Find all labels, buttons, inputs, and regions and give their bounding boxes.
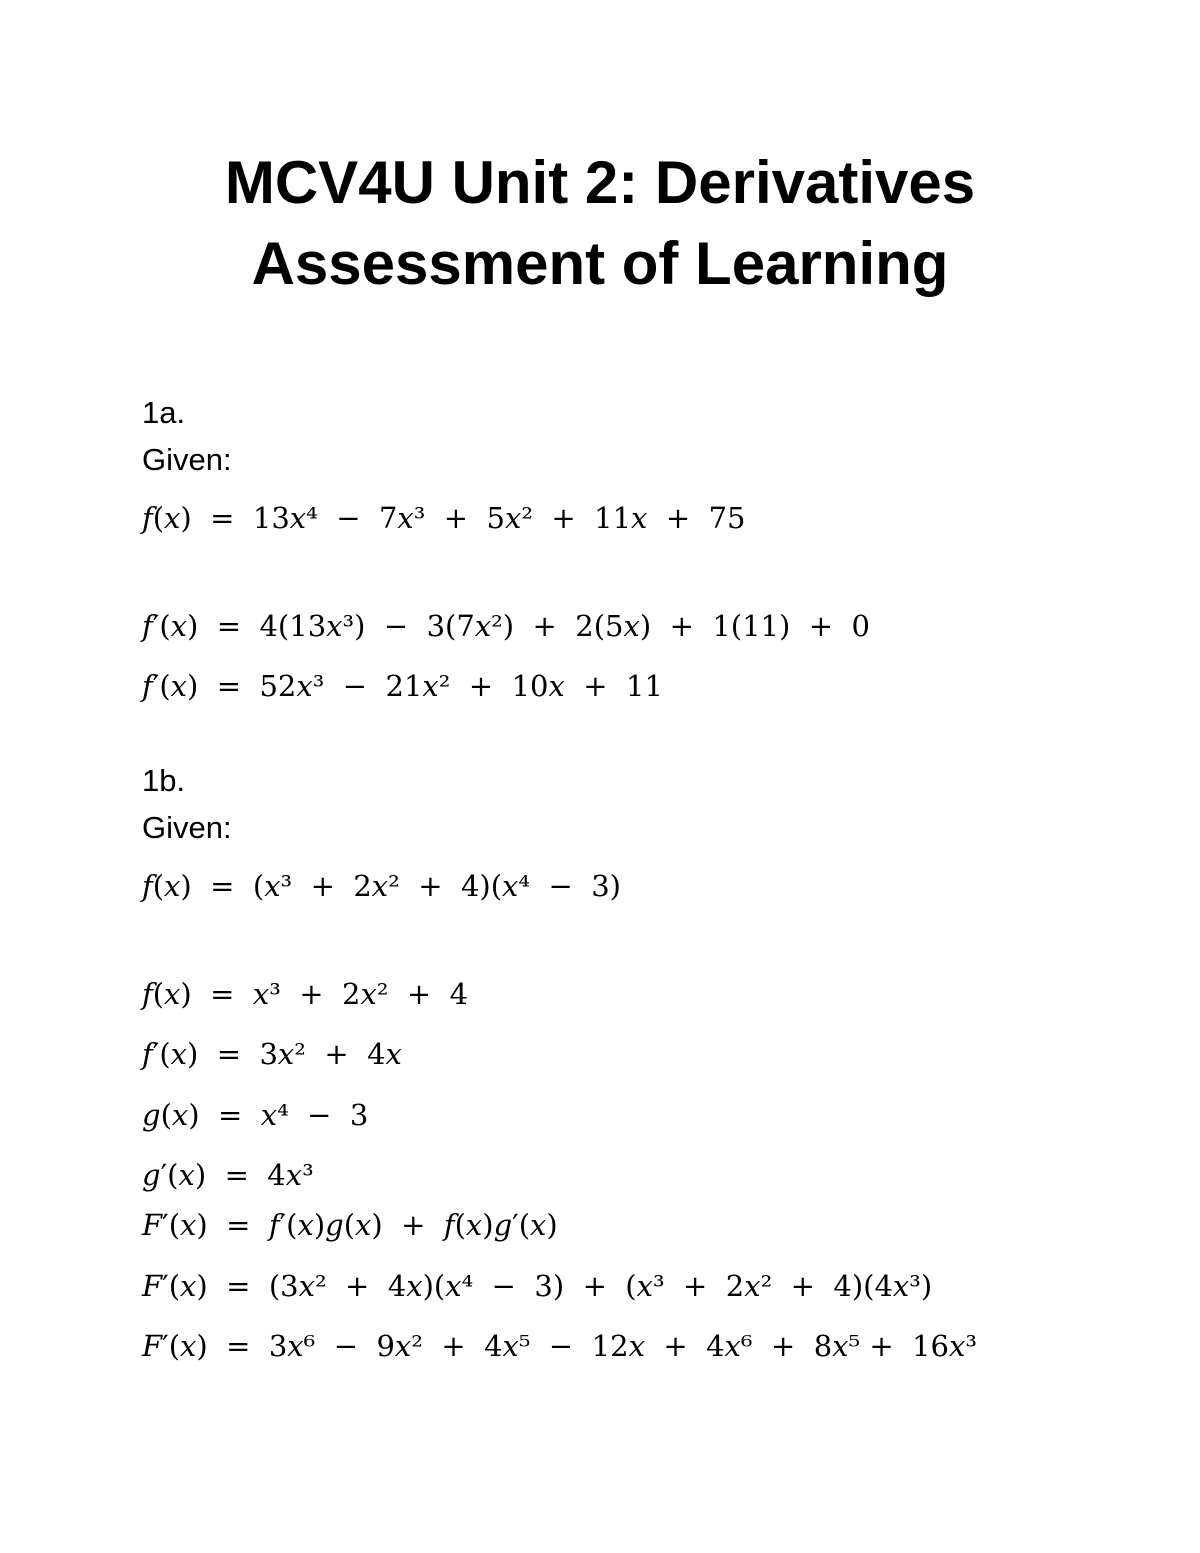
document-title-line-1: MCV4U Unit 2: Derivatives [224,149,976,216]
question-1b-label: 1b. [142,763,186,798]
question-1b-given: Given: [142,810,232,845]
q1a-equation-3: 𝑓′(𝑥) = 52𝑥³ − 21𝑥² + 10𝑥 + 11 [142,669,663,703]
q1b-equation-5: 𝑔′(𝑥) = 4𝑥³ [142,1158,314,1192]
q1a-equation-2: 𝑓′(𝑥) = 4(13𝑥³) − 3(7𝑥²) + 2(5𝑥) + 1(11) + 0 [142,609,870,643]
q1b-equation-7: 𝐹′(𝑥) = (3𝑥² + 4𝑥)(𝑥⁴ − 3) + (𝑥³ + 2𝑥² + 4)(4𝑥³) [142,1269,933,1303]
q1b-equation-2: 𝑓(𝑥) = 𝑥³ + 2𝑥² + 4 [142,977,469,1011]
q1b-equation-8: 𝐹′(𝑥) = 3𝑥⁶ − 9𝑥² + 4𝑥⁵ − 12𝑥 + 4𝑥⁶ + 8𝑥⁵ + 16𝑥³ [142,1329,977,1363]
q1b-equation-1: 𝑓(𝑥) = (𝑥³ + 2𝑥² + 4)(𝑥⁴ − 3) [142,869,621,903]
q1b-equation-3: 𝑓′(𝑥) = 3𝑥² + 4𝑥 [142,1037,402,1071]
question-1a-label: 1a. [142,395,186,430]
q1b-equation-6: 𝐹′(𝑥) = 𝑓′(𝑥)𝑔(𝑥) + 𝑓(𝑥)𝑔′(𝑥) [142,1208,558,1242]
q1a-equation-1: 𝑓(𝑥) = 13𝑥⁴ − 7𝑥³ + 5𝑥² + 11𝑥 + 75 [142,501,746,535]
question-1a-given: Given: [142,442,232,477]
document-title-line-2: Assessment of Learning [251,230,949,297]
q1b-equation-4: 𝑔(𝑥) = 𝑥⁴ − 3 [142,1098,369,1132]
